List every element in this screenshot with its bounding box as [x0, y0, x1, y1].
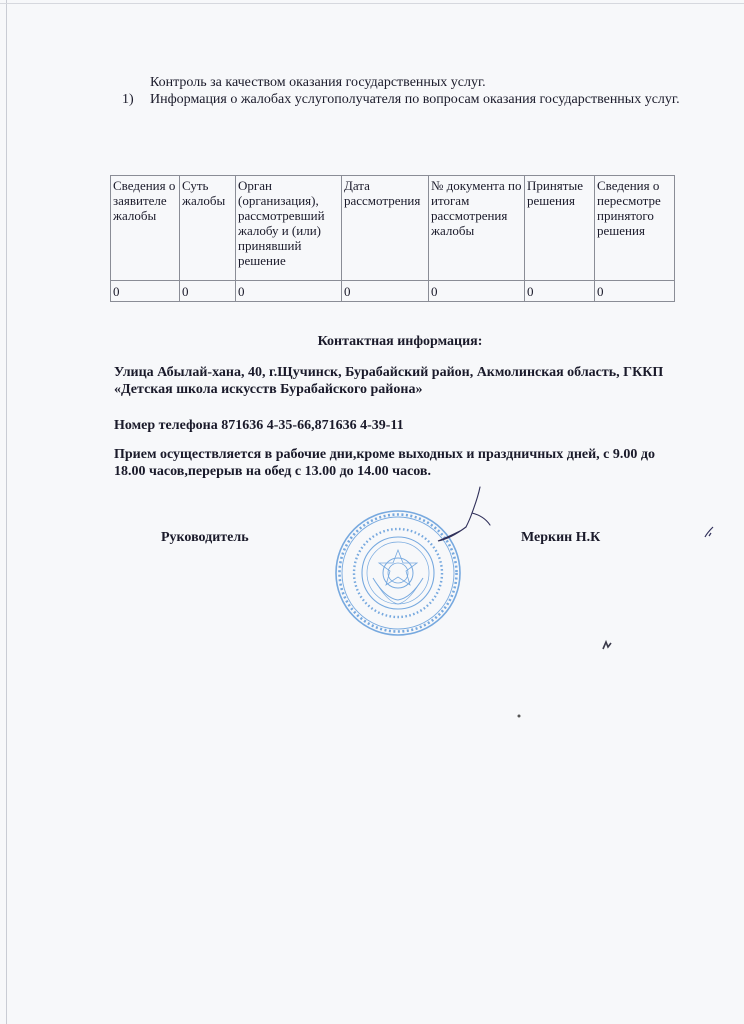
table-cell: 0 — [236, 281, 342, 302]
scan-edge-line — [6, 0, 7, 1024]
scan-speck-icon — [702, 524, 716, 540]
column-header: № документа по итогам рассмотрения жалобы — [429, 176, 525, 281]
table-cell: 0 — [429, 281, 525, 302]
table-cell: 0 — [525, 281, 595, 302]
address-line: Улица Абылай-хана, 40, г.Щучинск, Бурабайский район, Акмолинская область, ГККП — [114, 365, 664, 380]
contact-phone: Номер телефона 871636 4-35-66,871636 4-39-11 — [114, 418, 404, 433]
section-title: Контроль за качеством оказания государственных услуг. — [150, 75, 486, 90]
table-row — [111, 281, 675, 302]
column-header: Суть жалобы — [180, 176, 236, 281]
list-item-text: Информация о жалобах услугополучателя по вопросам оказания государственных услуг. — [150, 92, 680, 107]
column-header: Сведения о заявителе жалобы — [111, 176, 180, 281]
complaints-table — [110, 175, 675, 302]
column-header: Принятые решения — [525, 176, 595, 281]
scan-speck-icon — [516, 713, 522, 719]
column-header: Орган (организация), рассмотревший жалобу и (или) принявший решение — [236, 176, 342, 281]
table-header-row — [111, 176, 675, 281]
table-cell: 0 — [342, 281, 429, 302]
handwritten-signature-icon — [428, 483, 508, 553]
table-cell: 0 — [180, 281, 236, 302]
signatory-name: Меркин Н.К — [521, 530, 601, 545]
scan-speck-icon — [600, 638, 614, 652]
list-item-number: 1) — [122, 92, 134, 107]
scan-top-line — [0, 3, 744, 4]
contact-address — [114, 364, 714, 398]
column-header: Сведения о пересмотре принятого решения — [595, 176, 675, 281]
address-line: «Детская школа искусств Бурабайского района» — [114, 382, 423, 397]
table-cell: 0 — [595, 281, 675, 302]
hours-line: Прием осуществляется в рабочие дни,кроме выходных и праздничных дней, с 9.00 до — [114, 447, 655, 462]
table-cell: 0 — [111, 281, 180, 302]
hours-line: 18.00 часов,перерыв на обед с 13.00 до 14.00 часов. — [114, 464, 431, 479]
working-hours — [114, 446, 714, 480]
contacts-title: Контактная информация: — [317, 334, 483, 349]
column-header: Дата рассмотрения — [342, 176, 429, 281]
signatory-role: Руководитель — [161, 530, 249, 545]
